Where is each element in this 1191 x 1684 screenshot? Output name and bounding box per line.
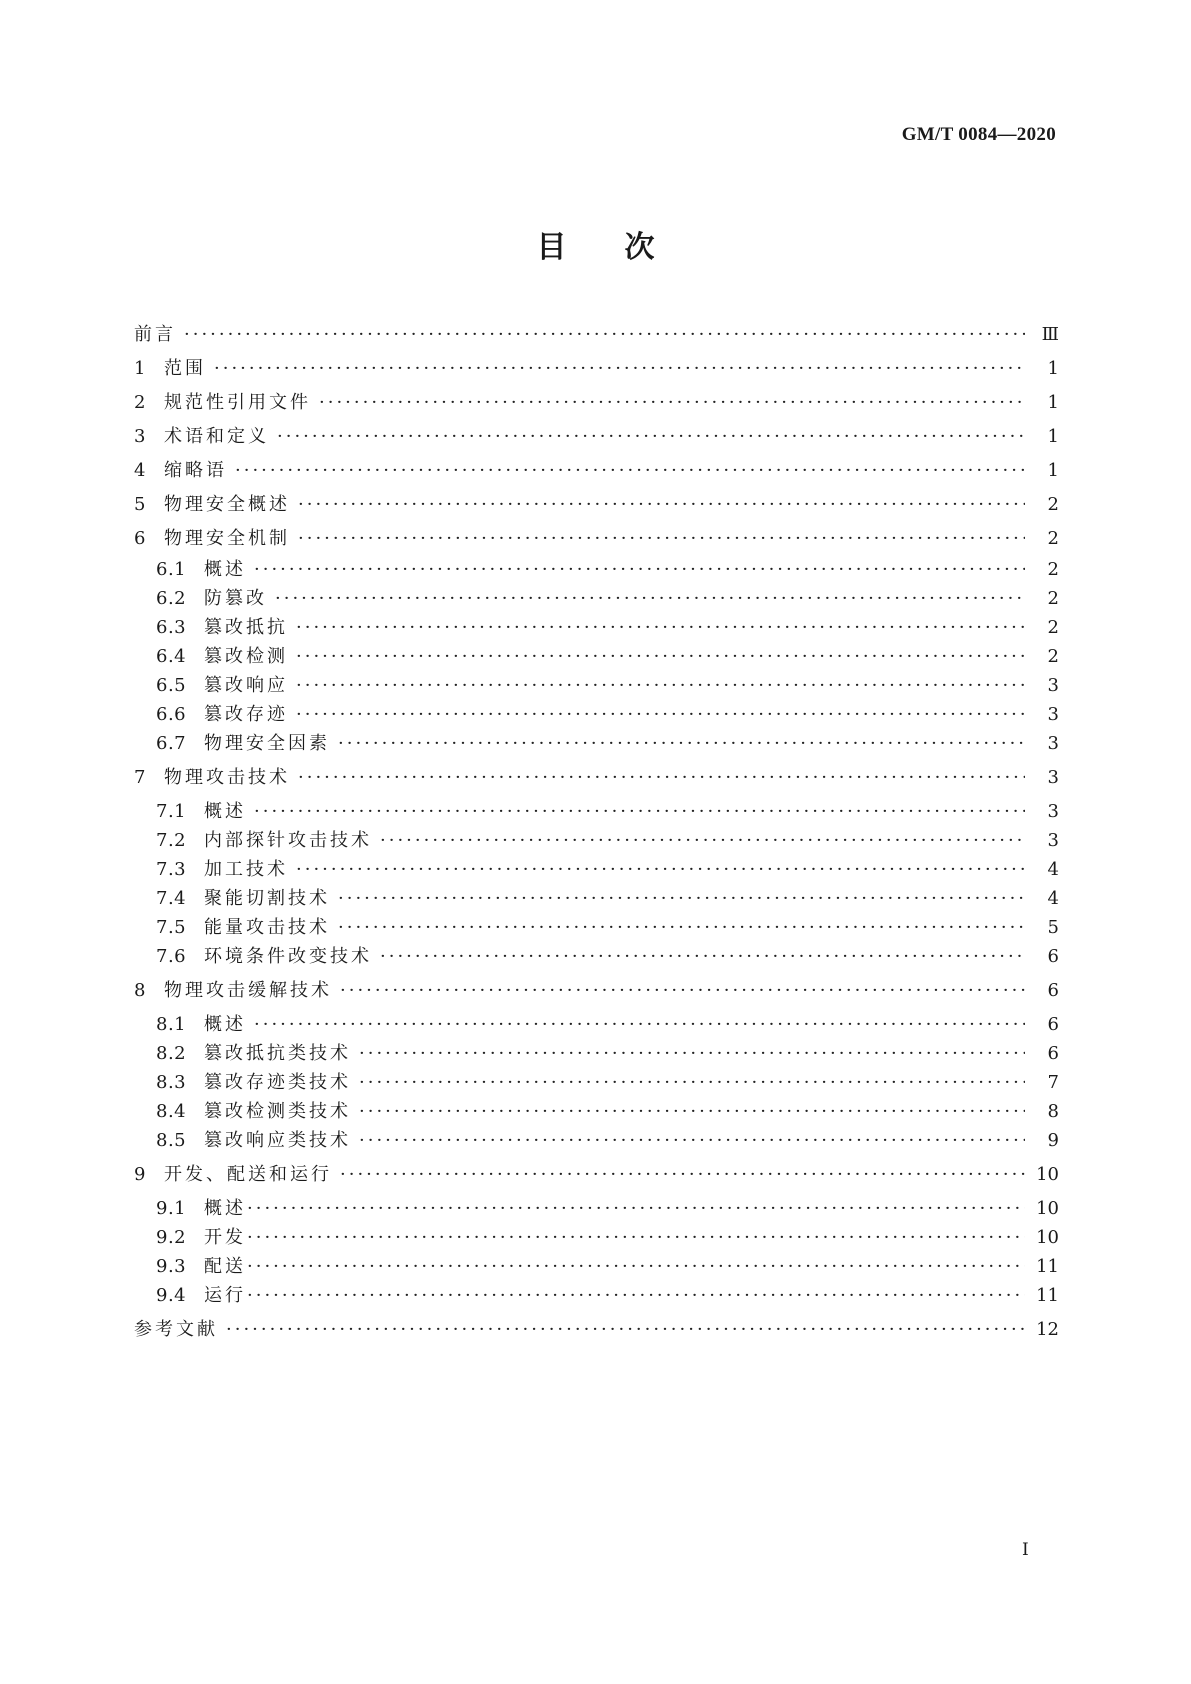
page-title: 目次 [536, 230, 713, 265]
toc-label: 物理攻击技术 [164, 767, 290, 788]
dot-leader [296, 702, 1025, 728]
toc-entry-7-2[interactable] [134, 828, 1059, 854]
toc-page: 12 [1036, 1319, 1059, 1340]
toc-page: 2 [1047, 528, 1059, 549]
dot-leader [298, 526, 1025, 552]
dot-leader [235, 458, 1025, 484]
dot-leader [319, 390, 1025, 416]
toc-number: 9.1 [156, 1198, 187, 1219]
toc-entry-6-1[interactable] [134, 557, 1059, 583]
toc-number: 6.1 [156, 559, 187, 580]
toc-label: 篡改检测 [204, 646, 288, 667]
dot-leader [277, 424, 1025, 450]
toc-page: 9 [1047, 1130, 1059, 1151]
toc-page: 2 [1047, 559, 1059, 580]
toc-entry-4[interactable] [134, 458, 1059, 484]
toc-entry-9-3[interactable] [134, 1254, 1059, 1280]
toc-label: 配送 [204, 1256, 246, 1277]
toc-page: 4 [1047, 859, 1059, 880]
toc-entry-7-6[interactable] [134, 944, 1059, 970]
toc-page: 6 [1047, 980, 1059, 1001]
toc-number: 6 [134, 528, 146, 549]
toc-entry-9-2[interactable] [134, 1225, 1059, 1251]
toc-number: 7.1 [156, 801, 187, 822]
toc-number: 8.4 [156, 1101, 187, 1122]
toc-label: 环境条件改变技术 [204, 946, 372, 967]
toc-entry-2[interactable] [134, 390, 1059, 416]
toc-number: 3 [134, 426, 146, 447]
toc-page: Ⅲ [1041, 324, 1059, 345]
toc-number: 9 [134, 1164, 146, 1185]
toc-entry-8-1[interactable] [134, 1012, 1059, 1038]
dot-leader [338, 886, 1025, 912]
toc-page: 2 [1047, 588, 1059, 609]
toc-page: 2 [1047, 646, 1059, 667]
toc-number: 7.3 [156, 859, 187, 880]
toc-label: 篡改检测类技术 [204, 1101, 351, 1122]
toc-number: 9.2 [156, 1227, 187, 1248]
toc-label: 篡改抵抗类技术 [204, 1043, 351, 1064]
toc-entry-6-7[interactable] [134, 731, 1059, 757]
page-number: I [1022, 1540, 1029, 1560]
toc-entry-9[interactable] [134, 1162, 1059, 1188]
toc-page: 4 [1047, 888, 1059, 909]
dot-leader [380, 828, 1025, 854]
toc-page: 7 [1047, 1072, 1059, 1093]
toc-entry-foreword[interactable] [134, 322, 1059, 348]
toc-number: 7.2 [156, 830, 187, 851]
dot-leader [254, 557, 1025, 583]
toc-page: 3 [1047, 767, 1059, 788]
toc-number: 8.2 [156, 1043, 187, 1064]
toc-entry-7-3[interactable] [134, 857, 1059, 883]
toc-entry-6[interactable] [134, 526, 1059, 552]
toc-label: 物理攻击缓解技术 [164, 980, 332, 1001]
dot-leader [338, 731, 1025, 757]
toc-entry-1[interactable] [134, 356, 1059, 382]
toc-label: 概述 [204, 559, 246, 580]
toc-number: 8.3 [156, 1072, 187, 1093]
toc-number: 7.6 [156, 946, 187, 967]
toc-label: 加工技术 [204, 859, 288, 880]
toc-number: 6.6 [156, 704, 187, 725]
toc-entry-bibliography[interactable] [134, 1317, 1059, 1343]
toc-label: 概述 [204, 801, 246, 822]
dot-leader [247, 1225, 1025, 1251]
toc-label: 概述 [204, 1198, 246, 1219]
toc-label: 概述 [204, 1014, 246, 1035]
dot-leader [296, 857, 1025, 883]
toc-page: 1 [1047, 426, 1059, 447]
dot-leader [359, 1070, 1025, 1096]
toc-entry-5[interactable] [134, 492, 1059, 518]
toc-label: 防篡改 [204, 588, 267, 609]
dot-leader [298, 765, 1025, 791]
toc-page: 6 [1047, 1043, 1059, 1064]
dot-leader [340, 978, 1025, 1004]
toc-entry-7-1[interactable] [134, 799, 1059, 825]
toc-page: 1 [1047, 392, 1059, 413]
toc-label: 篡改抵抗 [204, 617, 288, 638]
toc-entry-7-4[interactable] [134, 886, 1059, 912]
toc-entry-6-2[interactable] [134, 586, 1059, 612]
dot-leader [340, 1162, 1025, 1188]
toc-page: 11 [1036, 1256, 1059, 1277]
toc-entry-8-4[interactable] [134, 1099, 1059, 1125]
toc-page: 6 [1047, 946, 1059, 967]
toc-label: 范围 [164, 358, 206, 379]
toc-entry-9-4[interactable] [134, 1283, 1059, 1309]
toc-entry-6-4[interactable] [134, 644, 1059, 670]
toc-number: 7 [134, 767, 146, 788]
toc-number: 2 [134, 392, 146, 413]
toc-page: 10 [1036, 1198, 1059, 1219]
toc-number: 6.4 [156, 646, 187, 667]
toc-entry-8-5[interactable] [134, 1128, 1059, 1154]
toc-entry-3[interactable] [134, 424, 1059, 450]
dot-leader [254, 799, 1025, 825]
toc-entry-8-3[interactable] [134, 1070, 1059, 1096]
standard-code: GM/T 0084—2020 [901, 124, 1056, 145]
toc-label: 篡改存迹类技术 [204, 1072, 351, 1093]
toc-page: 3 [1047, 733, 1059, 754]
toc-entry-9-1[interactable] [134, 1196, 1059, 1222]
toc-number: 7.4 [156, 888, 187, 909]
toc-number: 8 [134, 980, 146, 1001]
toc-label: 篡改响应 [204, 675, 288, 696]
toc-label: 内部探针攻击技术 [204, 830, 372, 851]
dot-leader [254, 1012, 1025, 1038]
dot-leader [296, 673, 1025, 699]
dot-leader [275, 586, 1025, 612]
toc-label: 能量攻击技术 [204, 917, 330, 938]
toc-page: 2 [1047, 617, 1059, 638]
toc-label: 前言 [134, 324, 176, 345]
toc-label: 物理安全因素 [204, 733, 330, 754]
dot-leader [247, 1254, 1025, 1280]
toc-entry-6-5[interactable] [134, 673, 1059, 699]
toc-page: 3 [1047, 704, 1059, 725]
dot-leader [298, 492, 1025, 518]
dot-leader [214, 356, 1025, 382]
toc-label: 篡改存迹 [204, 704, 288, 725]
dot-leader [359, 1099, 1025, 1125]
toc-entry-6-6[interactable] [134, 702, 1059, 728]
dot-leader [359, 1041, 1025, 1067]
toc-label: 规范性引用文件 [164, 392, 311, 413]
dot-leader [380, 944, 1025, 970]
toc-page: 11 [1036, 1285, 1059, 1306]
toc-page: 1 [1047, 460, 1059, 481]
toc-number: 9.4 [156, 1285, 187, 1306]
toc-label: 术语和定义 [164, 426, 269, 447]
toc-page: 1 [1047, 358, 1059, 379]
toc-page: 10 [1036, 1227, 1059, 1248]
toc-entry-8[interactable] [134, 978, 1059, 1004]
toc-page: 3 [1047, 801, 1059, 822]
toc-number: 5 [134, 494, 146, 515]
toc-label: 聚能切割技术 [204, 888, 330, 909]
dot-leader [359, 1128, 1025, 1154]
toc-number: 9.3 [156, 1256, 187, 1277]
dot-leader [226, 1317, 1025, 1343]
toc-entry-8-2[interactable] [134, 1041, 1059, 1067]
dot-leader [247, 1196, 1025, 1222]
toc-number: 6.3 [156, 617, 187, 638]
toc-entry-7[interactable] [134, 765, 1059, 791]
toc-entry-7-5[interactable] [134, 915, 1059, 941]
dot-leader [184, 322, 1025, 348]
toc-page: 5 [1047, 917, 1059, 938]
toc-label: 缩略语 [164, 460, 227, 481]
toc-number: 6.2 [156, 588, 187, 609]
toc-number: 8.1 [156, 1014, 187, 1035]
toc-page: 3 [1047, 675, 1059, 696]
toc-number: 4 [134, 460, 146, 481]
toc-number: 6.5 [156, 675, 187, 696]
toc-number: 1 [134, 358, 146, 379]
toc-number: 8.5 [156, 1130, 187, 1151]
dot-leader [296, 615, 1025, 641]
toc-number: 6.7 [156, 733, 187, 754]
dot-leader [338, 915, 1025, 941]
dot-leader [247, 1283, 1025, 1309]
toc-label: 物理安全机制 [164, 528, 290, 549]
toc-entry-6-3[interactable] [134, 615, 1059, 641]
toc-label: 物理安全概述 [164, 494, 290, 515]
toc-page: 10 [1036, 1164, 1059, 1185]
toc-number: 7.5 [156, 917, 187, 938]
toc-label: 开发 [204, 1227, 246, 1248]
toc-page: 2 [1047, 494, 1059, 515]
toc-label: 运行 [204, 1285, 246, 1306]
dot-leader [296, 644, 1025, 670]
toc-label: 开发、配送和运行 [164, 1164, 332, 1185]
toc-label: 参考文献 [134, 1319, 218, 1340]
toc-page: 8 [1047, 1101, 1059, 1122]
toc-label: 篡改响应类技术 [204, 1130, 351, 1151]
toc-page: 6 [1047, 1014, 1059, 1035]
toc-page: 3 [1047, 830, 1059, 851]
